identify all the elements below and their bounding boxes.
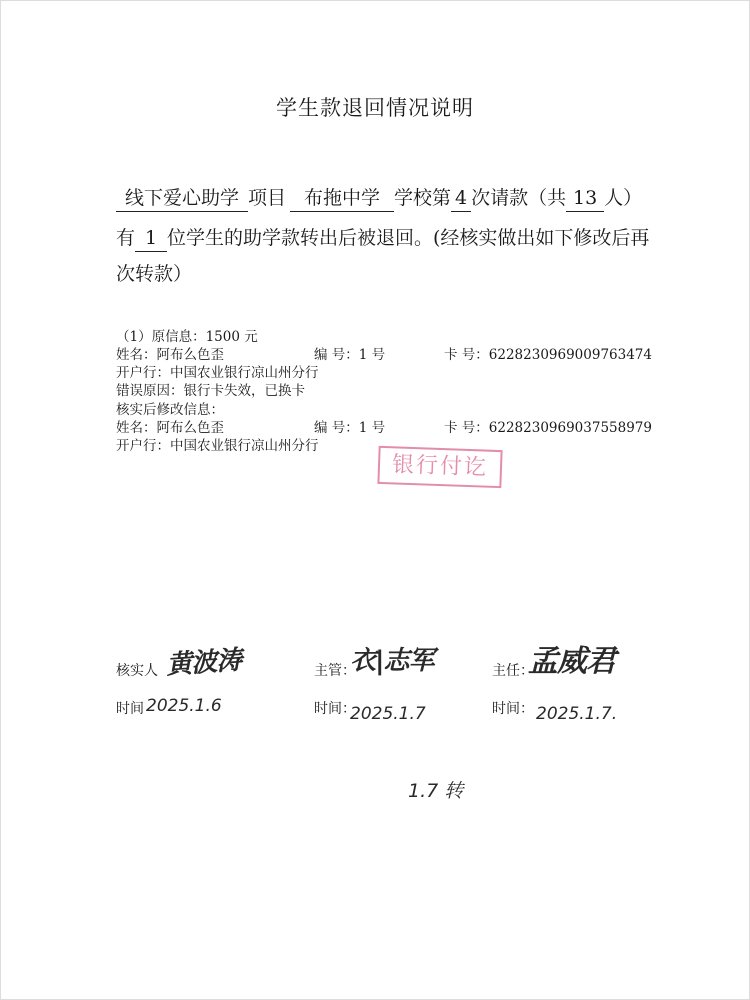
revised-name: 姓名：阿布么色歪 xyxy=(116,420,224,436)
original-info-header: （1）原信息：1500 元 xyxy=(116,329,258,345)
total-count: 13 xyxy=(566,185,604,212)
returned-count: 1 xyxy=(135,225,167,252)
error-reason: 错误原因：银行卡失效，已换卡 xyxy=(116,383,305,399)
school-word: 学校第 xyxy=(394,187,452,209)
revised-number: 编 号：1 号 xyxy=(314,420,386,436)
line2-rest: 位学生的助学款转出后被退回。(经核实做出如下修改后再 xyxy=(167,227,650,249)
supervisor-time-label: 时间： xyxy=(314,701,356,717)
project-name: 线下爱心助学 xyxy=(116,185,248,212)
paragraph-line-3: 次转款） xyxy=(116,263,193,285)
original-name: 姓名：阿布么色歪 xyxy=(116,347,224,363)
revised-info-header: 核实后修改信息： xyxy=(116,402,224,418)
original-bank: 开户行：中国农业银行凉山州分行 xyxy=(116,365,319,381)
director-label: 主任： xyxy=(492,663,534,679)
verifier-date: 2025.1.6 xyxy=(146,696,222,716)
verifier-label: 核实人 xyxy=(116,663,158,679)
paragraph-line-1 xyxy=(116,178,676,218)
line2-prefix: 有 xyxy=(116,227,136,249)
paragraph-line-2 xyxy=(116,218,676,258)
revised-card: 卡 号：6228230969037558979 xyxy=(444,420,652,436)
request-word: 次请款（共 xyxy=(471,187,567,209)
director-time-label: 时间： xyxy=(492,701,534,717)
supervisor-label: 主管： xyxy=(314,663,356,679)
request-number: 4 xyxy=(451,185,471,212)
director-signature: 孟威君 xyxy=(528,644,615,679)
original-number: 编 号：1 号 xyxy=(314,347,386,363)
project-word: 项目 xyxy=(248,187,287,209)
bank-paid-stamp: 银行付讫 xyxy=(377,446,502,488)
supervisor-signature: 衣|志军 xyxy=(350,646,434,676)
transfer-note: 1.7 转 xyxy=(408,780,464,802)
supervisor-date: 2025.1.7 xyxy=(350,704,426,724)
document-title: 学生款退回情况说明 xyxy=(276,96,474,120)
school-name: 布拖中学 xyxy=(290,185,394,212)
revised-bank: 开户行：中国农业银行凉山州分行 xyxy=(116,438,319,454)
original-card: 卡 号：6228230969009763474 xyxy=(444,347,652,363)
total-suffix: 人） xyxy=(604,187,643,209)
director-date: 2025.1.7. xyxy=(536,704,618,724)
verifier-signature: 黄波涛 xyxy=(165,645,243,681)
verifier-time-label: 时间 xyxy=(116,701,144,717)
